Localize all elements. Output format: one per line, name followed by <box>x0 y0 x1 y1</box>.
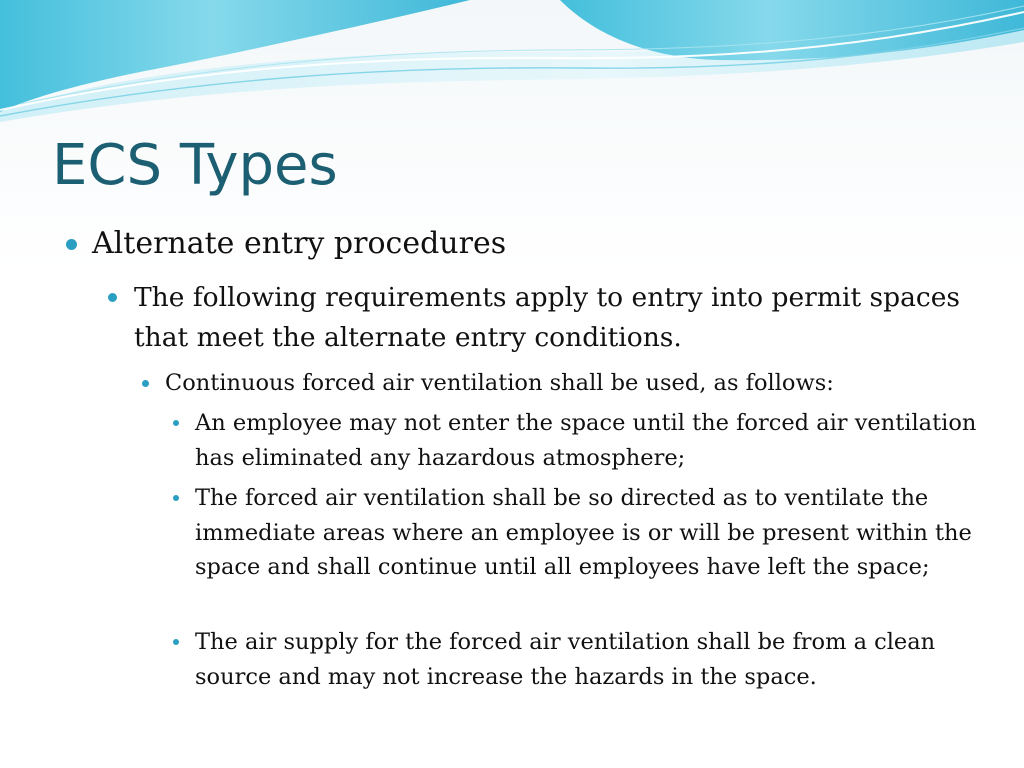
bullet-level2: The following requirements apply to entry into permit spaces that meet the alternate entry conditions. <box>134 282 961 353</box>
bullet-level1: Alternate entry procedures <box>92 226 507 261</box>
bullet-level3: Continuous forced air ventilation shall be used, as follows: <box>165 370 834 396</box>
bullet-dot-level1 <box>66 239 77 250</box>
bullet-dot-level4-2 <box>173 495 179 501</box>
bullet-level4-1: An employee may not enter the space until the forced air ventilation has eliminated any hazardous atmosphere; <box>195 410 977 471</box>
bullet-dot-level3 <box>142 380 149 387</box>
slide-title: ECS Types <box>52 133 338 198</box>
bullet-level4-2: The forced air ventilation shall be so directed as to ventilate the immediate areas where an employee is or will be present within the space and shall continue until all employees have left the space; <box>195 485 972 580</box>
bullet-dot-level4-1 <box>173 420 179 426</box>
bullet-dot-level4-3 <box>173 639 179 645</box>
bullet-dot-level2 <box>108 293 117 302</box>
bullet-level4-3: The air supply for the forced air ventilation shall be from a clean source and may not increase the hazards in the space. <box>195 629 936 690</box>
